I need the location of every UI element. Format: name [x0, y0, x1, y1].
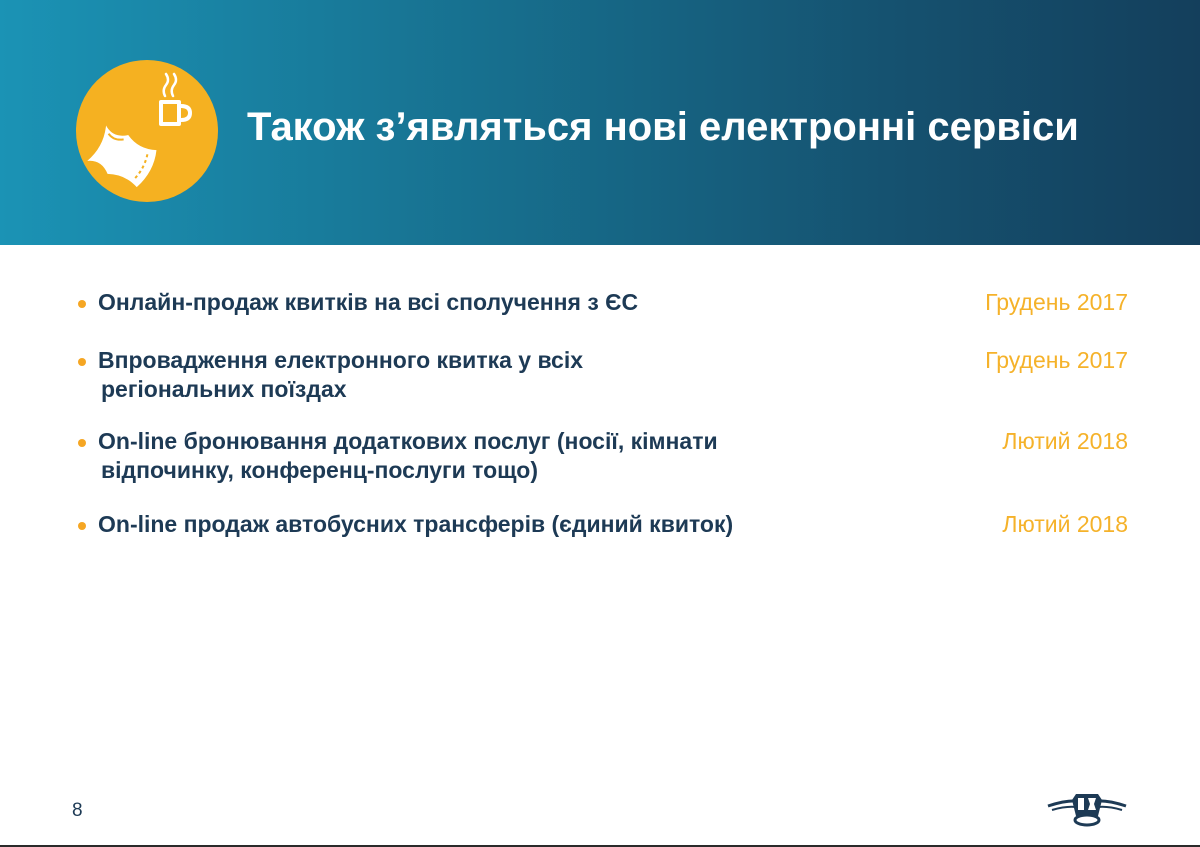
item-date: Грудень 2017 — [985, 347, 1128, 373]
page-number: 8 — [72, 800, 83, 821]
pillow-and-hot-drink-icon — [76, 60, 218, 202]
header-banner — [0, 0, 1200, 245]
bullet-icon — [78, 522, 86, 530]
bullet-icon — [78, 439, 86, 447]
item-date: Грудень 2017 — [985, 289, 1128, 315]
item-text — [98, 510, 858, 539]
item-text-line: On-line продаж автобусних трансферів (єдиний квиток) — [98, 511, 734, 537]
item-date: Лютий 2018 — [1002, 428, 1128, 454]
bullet-icon — [78, 358, 86, 366]
item-text-line: Впровадження електронного квитка у всіх — [98, 347, 583, 373]
page-title: Також з’являться нові електронні сервіси — [247, 105, 1079, 149]
item-text-line: відпочинку, конференц-послуги тощо) — [101, 457, 538, 483]
bullet-icon — [78, 300, 86, 308]
item-date: Лютий 2018 — [1002, 511, 1128, 537]
item-text-line: Онлайн-продаж квитків на всі сполучення з ЄС — [98, 289, 639, 315]
item-text — [98, 346, 858, 404]
item-text-line: On-line бронювання додаткових послуг (носії, кімнати — [98, 428, 718, 454]
item-text-line: регіональних поїздах — [101, 376, 347, 402]
item-text — [98, 427, 858, 485]
item-text — [98, 288, 858, 317]
ukrzaliznytsia-logo-icon — [1046, 786, 1128, 828]
